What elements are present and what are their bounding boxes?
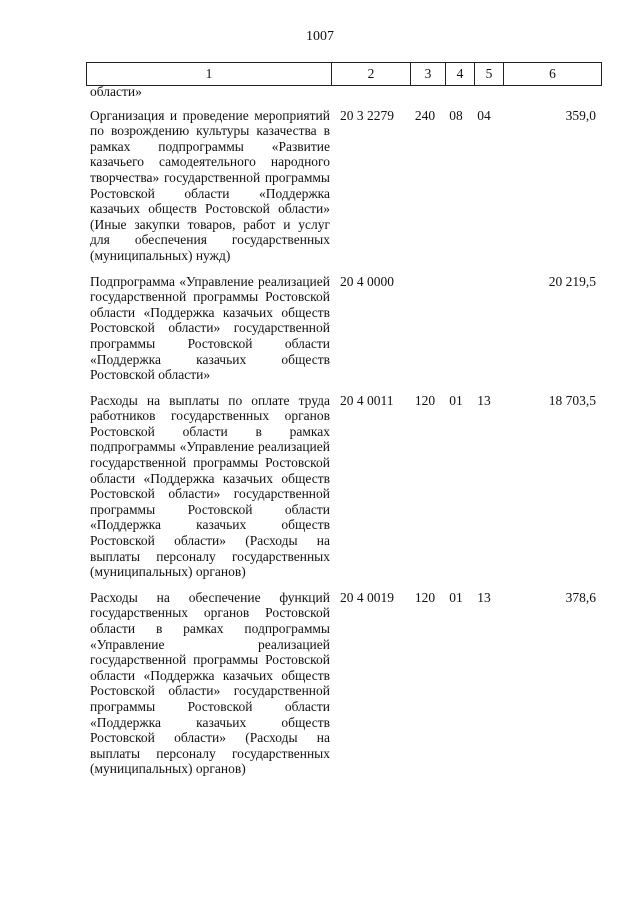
row-rz: 08 <box>449 107 463 123</box>
header-col-4: 4 <box>446 63 475 86</box>
row-pr: 13 <box>477 392 491 408</box>
row-rz: 01 <box>449 589 463 605</box>
row-code: 20 3 2279 <box>340 107 394 123</box>
row-pr: 13 <box>477 589 491 605</box>
row-sum: 18 703,5 <box>548 392 596 408</box>
row-code: 20 4 0011 <box>340 392 394 408</box>
continuation-text: области» <box>90 84 142 99</box>
row-rz: 01 <box>449 392 463 408</box>
row-sum: 20 219,5 <box>548 273 596 289</box>
row-vr: 120 <box>414 589 436 605</box>
table-row <box>86 274 602 383</box>
row-pr <box>470 274 498 383</box>
header-col-6: 6 <box>504 63 602 86</box>
row-sum: 359,0 <box>565 107 596 123</box>
row-description: Подпрограмма «Управление реализацией государственной программы Ростовской области «Поддержка казачьих обществ Ростовской области» государственной программы Ростовской области «Поддержка казачьих обществ Ростовской области» <box>90 273 330 383</box>
row-description: Расходы на обеспечение функций государственных органов Ростовской области в рамках подпрограммы «Управление реализацией государственной программы Ростовской области «Поддержка казачьих обществ Ростовской области» государственной программы Ростовской области «Поддержка казачьих обществ Ростовской области» (Расходы на выплаты персоналу государственных (муниципальных) органов) <box>90 589 330 777</box>
row-code: 20 4 0000 <box>340 273 394 289</box>
header-col-5: 5 <box>475 63 504 86</box>
header-col-3: 3 <box>411 63 446 86</box>
row-rz <box>442 274 470 383</box>
row-description: Организация и проведение мероприятий по возрождению культуры казачества в рамках подпрограммы «Развитие казачьего самодеятельного народного творчества» государственной программы Ростовской области «Поддержка казачьих обществ Ростовской области» (Иные закупки товаров, работ и услуг для обеспечения государственных (муниципальных) нужд) <box>90 107 330 263</box>
row-code: 20 4 0019 <box>340 589 394 605</box>
row-description: Расходы на выплаты по оплате труда работников государственных органов Ростовской области в рамках подпрограммы «Управление реализацией государственной программы Ростовской области «Поддержка казачьих обществ Ростовской области» государственной программы Ростовской области «Поддержка казачьих обществ Ростовской области» (Расходы на выплаты персоналу государственных (муниципальных) органов) <box>90 392 330 580</box>
row-vr: 120 <box>414 392 436 408</box>
budget-rows <box>86 84 602 787</box>
table-row <box>86 108 602 264</box>
row-vr <box>408 274 442 383</box>
column-header-table <box>86 62 602 86</box>
header-col-1: 1 <box>87 63 332 86</box>
header-col-2: 2 <box>332 63 411 86</box>
table-row <box>86 590 602 777</box>
row-vr: 240 <box>414 107 436 123</box>
table-row <box>86 393 602 580</box>
row-pr: 04 <box>477 107 491 123</box>
page-number: 1007 <box>306 29 334 44</box>
row-sum: 378,6 <box>565 589 596 605</box>
